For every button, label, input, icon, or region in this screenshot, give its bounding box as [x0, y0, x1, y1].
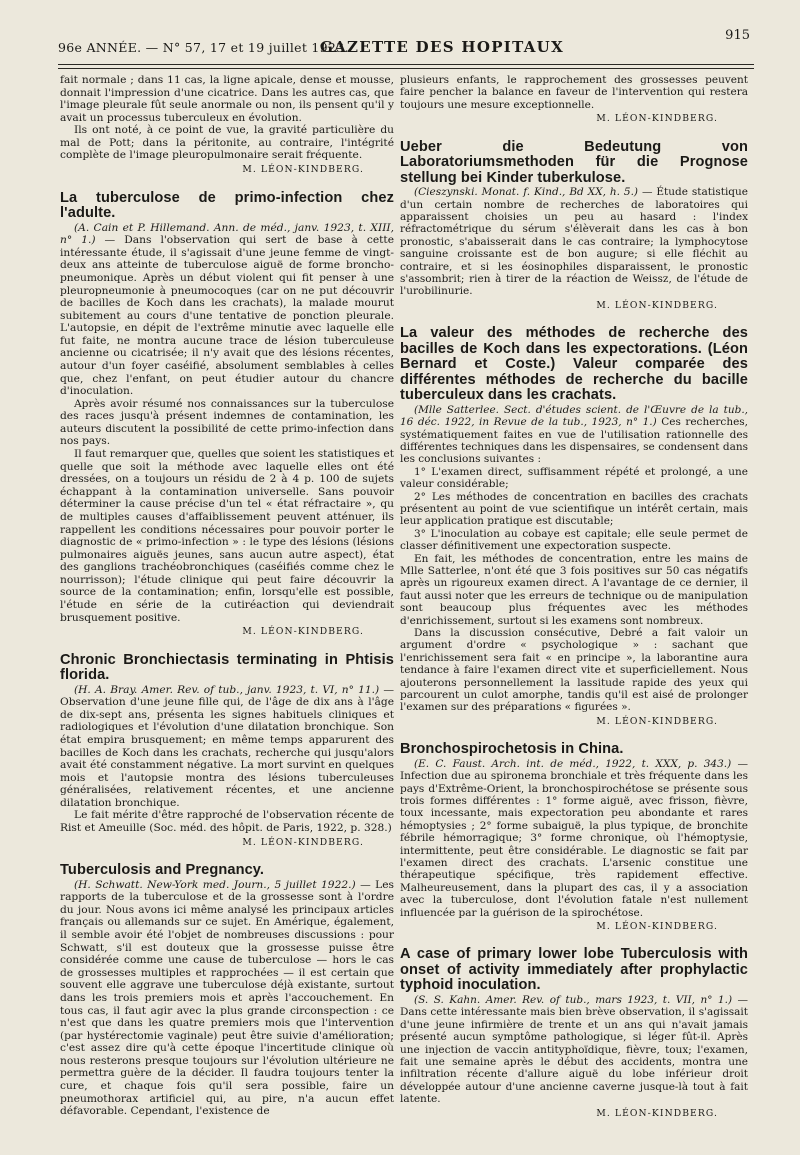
article	[400, 140, 748, 313]
header-rule	[58, 68, 754, 69]
paragraph-text: Étude statistique d'un certain nombre de recherches de laboratoires qui apparaissent choisies un peu au hasard : l'index réfractométrique du sérum s'élèverait dans les cas à bon pronostic, s'abaisserait dans le cas contraire; la lymphocytose sanguine croissante est de bon augure; si elle fléchit au contraire, et si les éosinophiles disparaissent, le pronostic s'assombrit; rien à tirer de la réaction de Weissz, de l'étude de l'urobilinurie.	[400, 186, 749, 298]
paragraph-text: Il faut remarquer que, quelles que soient les statistiques et quelle que soit la méthode avec laquelle elles ont été dressées, on a toujours un résidu de 2 à 4 p. 100 de sujets échappant à la contamination universelle. Sans pouvoir déterminer la cause précise d'un tel « état réfractaire », qu de multiples causes d'affaiblissement peuvent atténuer, ils rappellent les conditions nécessaires pour pouvoir porter le diagnostic de « primo-infection » : le type des lésions (lésions pulmonaires aiguës jeunes, sans aucun autre aspect), état des ganglions trachéobronchiques (caséifiés comme chez le nourrisson); l'étude clinique qui peut faire découvrir la source de la contamination; enfin, lorsqu'elle est possible, l'étude en série de la cutiréaction qui deviendrait brusquement positive.	[60, 447, 394, 624]
article-paragraph	[400, 627, 748, 714]
paragraph-text: 2° Les méthodes de concentration en bacilles des crachats présentent au point de vue scientifique un intérêt certain, mais leur application pratique est discutable;	[400, 490, 748, 528]
left-column	[60, 74, 394, 1132]
page-number: 915	[725, 28, 750, 43]
author-signature: M. LÉON-KINDBERG.	[242, 626, 364, 638]
article	[400, 742, 748, 933]
article-title: Bronchospirochetosis in China.	[400, 741, 624, 758]
article	[400, 326, 748, 728]
author-signature: M. LÉON-KINDBERG.	[242, 836, 364, 848]
journal-title: GAZETTE DES HOPITAUX	[320, 38, 565, 56]
article	[400, 74, 748, 126]
article-title: La tuberculose de primo-infection chez l'adulte.	[60, 189, 394, 222]
article-citation: (E. C. Faust. Arch. int. de méd., 1922, t. XXX, p. 343.) —	[414, 757, 748, 770]
paragraph-text: Infection due au spironema bronchiale et très fréquente dans les pays d'Extrême-Orient, la bronchospirochétose se présente sous trois formes différentes : 1° forme aiguë, avec frisson, fièvre, toux incessante, mais expectoration peu abondante et rares hémoptysies ; 2° forme subaiguë, la plus typique, de bronchite fébrile hémorragique; 3° forme chronique, où l'hémoptysie, intermittente, peut être considérable. Le diagnostic se fait par l'examen direct des crachats. L'arsenic constitue une thérapeutique spécifique, très rapidement effective. Malheureusement, dans la plupart des cas, il y a association avec la tuberculose, dont l'évolution fatale n'est nullement influencée par la guérison de la spirochétose.	[400, 770, 748, 919]
author-signature: M. LÉON-KINDBERG.	[596, 715, 718, 727]
paragraph-text: En fait, les méthodes de concentration, entre les mains de Mlle Satterlee, n'ont été que 3 fois positives sur 50 cas négatifs après un rigoureux examen direct. A l'avantage de ce dernier, il faut aussi noter que les erreurs de technique ou de manipulation sont beaucoup plus fréquentes avec les méthodes d'enrichissement, surtout si les examens sont nombreux.	[400, 552, 748, 627]
issue-info: 96e ANNÉE. — N° 57, 17 et 19 juillet 1923.	[58, 40, 349, 55]
article-citation: (H. A. Bray. Amer. Rev. of tub., janv. 1923, t. VI, n° 11.) —	[74, 682, 394, 696]
paragraph-text: 1° L'examen direct, suffisamment répété et prolongé, a une valeur considérable;	[400, 465, 748, 491]
author-signature: M. LÉON-KINDBERG.	[596, 921, 718, 933]
author-signature: M. LÉON-KINDBERG.	[596, 113, 718, 125]
article-paragraph	[400, 491, 748, 528]
paragraph-text: Ces recherches, systématiquement faites en vue de l'utilisation rationnelle des différentes techniques dans les dispensaires, se condensent dans les conclusions suivantes :	[400, 416, 749, 466]
article-paragraph	[60, 398, 394, 448]
author-signature: M. LÉON-KINDBERG.	[596, 299, 718, 311]
paragraph-text: Dans cette intéressante mais bien brève observation, il s'agissait d'une jeune infirmière de trente et un ans qui n'avait jamais présenté aucun symptôme pathologique, si léger fût-il. Après une injection de vaccin antityphoïdique, fièvre, toux; l'examen, fait une semaine après le début des accidents, montra une infiltration récente d'allure aiguë du lobe inférieur droit développée autour d'une ancienne caverne jusque-là tout à fait latente.	[400, 1006, 748, 1106]
article	[60, 74, 394, 177]
article-citation: (A. Cain et P. Hillemand. Ann. de méd., janv. 1923, t. XIII, n° 1.) —	[60, 220, 394, 247]
paragraph-text: Dans l'observation qui sert de base à cette intéressante étude, il s'agissait d'une jeune femme de vingt-deux ans atteinte de tuberculose aiguë de forme broncho-pneumonique. Après un début violent qui fit penser à une pleuropneumonie à pneumocoques (car on ne put découvrir de bacilles de Koch dans les crachats), la malade mourut subitement au cours d'une tentative de ponction pleurale. L'autopsie, en dépit de l'extrême minutie avec laquelle elle fut faite, ne montra aucune trace de lésion tuberculeuse ancienne ou cicatrisée; il n'y avait que des lésions récentes, autour d'un foyer caséifié, absolument semblables à celles que, chez l'enfant, on peut étudier autour du chancre d'inoculation.	[60, 233, 394, 398]
paragraph-text: fait normale ; dans 11 cas, la ligne apicale, dense et mousse, donnait l'impression d'une cicatrice. Dans les autres cas, que l'image pleurale fût seule anormale ou non, ils pensent qu'il y avait un processus tuberculeux en évolution.	[60, 73, 394, 124]
article	[400, 947, 748, 1120]
author-signature: M. LÉON-KINDBERG.	[596, 1107, 718, 1119]
article	[60, 863, 394, 1117]
paragraph-text: 3° L'inoculation au cobaye est capitale; elle seule permet de classer définitivement une expectoration suspecte.	[400, 527, 748, 553]
article-title: Tuberculosis and Pregnancy.	[60, 862, 265, 879]
article-paragraph	[400, 758, 748, 919]
article-citation: (S. S. Kahn. Amer. Rev. of tub., mars 1923, t. VII, n° 1.) —	[414, 993, 748, 1006]
article-citation: (Mlle Satterlee. Sect. d'études scient. de l'Œuvre de la tub., 16 déc. 1922, in Revue de la tub., 1923, n° 1.)	[400, 403, 748, 429]
paragraph-text: Dans la discussion consécutive, Debré a fait valoir un argument d'ordre « psychologique » : sachant que l'enrichissement sera fait « en principe », la laborantine aura tendance à faire l'examen direct vite et superficiellement. Nous ajouterons personnellement la lassitude rapide des yeux qui parcourent un culot amorphe, tandis qu'il est aisé de prolonger l'examen sur des préparations « figurées ».	[400, 627, 748, 714]
article-paragraph	[400, 186, 748, 298]
article-citation: (Cieszynski. Monat. f. Kind., Bd XX, h. 5.) —	[414, 186, 653, 199]
paragraph-text: plusieurs enfants, le rapprochement des grossesses peuvent faire pencher la balance en faveur de l'intervention qui restera toujours une mesure exceptionnelle.	[400, 74, 748, 111]
paragraph-text: Après avoir résumé nos connaissances sur la tuberculose des races jusqu'à présent indemnes de contamination, les auteurs discutent la possibilité de cette primo-infection dans nos pays.	[60, 396, 394, 448]
paragraph-text: Le fait mérite d'être rapproché de l'observation récente de Rist et Ameuille (Soc. méd. des hôpit. de Paris, 1922, p. 328.)	[60, 808, 394, 835]
article-title: Chronic Bronchiectasis terminating in Phtisis florida.	[60, 651, 394, 684]
article-paragraph	[400, 553, 748, 627]
paragraph-text: Les rapports de la tuberculose et de la grossesse sont à l'ordre du jour. Nous avons ici même analysé les principaux articles français ou allemands sur ce sujet. En Amérique, également, il semble avoir été l'objet de nombreuses discussions : pour Schwatt, s'il est douteux que la grossesse puisse être considérée comme une cause de tuberculose — hors le cas de grossesses multiples et rapprochées — il est certain que souvent elle aggrave une tuberculose déjà existante, surtout dans les trois premiers mois et après l'accouchement. En tous cas, il faut agir avec la plus grande circonspection : ce n'est que dans les quatre premiers mois que l'intervention (par hystérectomie vaginale) peut être suivie d'amélioration; c'est assez dire qu'à cette époque l'incertitude clinique où nous resterons presque toujours sur l'évolution ultérieure ne permettra guère de la décider. Il faudra toujours tenter la cure, et chaque fois qu'il sera possible, faire un pneumothorax artificiel qui, au pire, n'a aucun effet défavorable. Cependant, l'existence de	[60, 877, 394, 1118]
paragraph-text: Observation d'une jeune fille qui, de l'âge de dix ans à l'âge de dix-sept ans, présenta les signes habituels cliniques et radiologiques et l'évolution d'une dilatation bronchique. Son état empira brusquement; en même temps apparurent des bacilles de Koch dans les crachats, recherche qui jusqu'alors avait été constamment négative. La mort survint en quelques mois et l'autopsie montra des lésions tuberculeuses généralisées, relativement récentes, et une ancienne dilatation bronchique.	[60, 695, 394, 809]
paragraph-text: Ils ont noté, à ce point de vue, la gravité particulière du mal de Pott; dans la péritonite, au contraire, l'intégrité complète de l'image pleuropulmonaire serait fréquente.	[60, 123, 394, 162]
article-paragraph	[60, 222, 394, 398]
article-paragraph	[60, 879, 394, 1118]
right-column	[400, 74, 748, 1134]
article-paragraph	[60, 448, 394, 624]
article-paragraph	[400, 994, 748, 1106]
author-signature: M. LÉON-KINDBERG.	[242, 164, 364, 176]
article-paragraph	[60, 809, 394, 834]
article-paragraph	[400, 466, 748, 491]
article-paragraph	[400, 528, 748, 553]
article-paragraph	[60, 684, 394, 810]
header-rule	[58, 64, 754, 65]
article-paragraph	[60, 74, 394, 124]
article	[60, 653, 394, 850]
article-title: La valeur des méthodes de recherche des bacilles de Koch dans les expectorations. (Léon Bernard et Coste.) Valeur comparée des différentes méthodes de recherche du bacille tuberculeux dans les crachats.	[400, 325, 748, 404]
article-title: A case of primary lower lobe Tuberculosis with onset of activity immediately after prophylactic typhoid inoculation.	[400, 946, 748, 994]
page-header	[58, 28, 752, 62]
article-paragraph	[60, 124, 394, 162]
article-title: Ueber die Bedeutung von Laboratoriumsmethoden für die Prognose stellung bei Kinder tuberkulose.	[400, 138, 748, 186]
article-paragraph	[400, 404, 748, 466]
article	[60, 191, 394, 639]
article-citation: (H. Schwatt. New-York med. Journ., 5 juillet 1922.) —	[74, 877, 371, 891]
article-paragraph	[400, 74, 748, 111]
